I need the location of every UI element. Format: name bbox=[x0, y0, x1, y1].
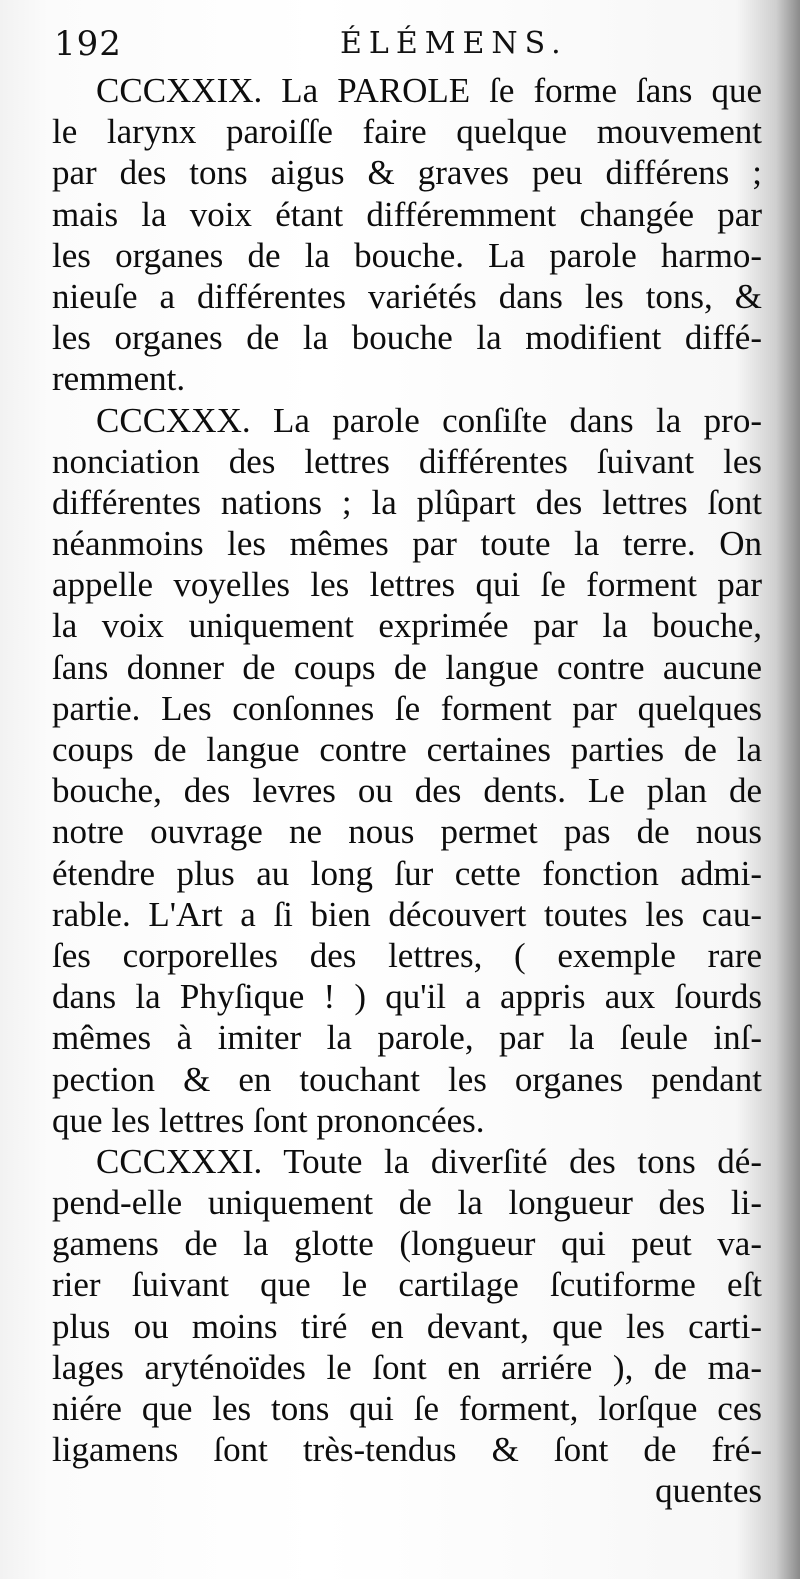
text-line: néanmoins les mêmes par toute la terre. On bbox=[52, 524, 762, 564]
text-line: bouche, des levres ou des dents. Le plan de bbox=[52, 771, 762, 811]
text-line: mais la voix étant différemment changée par bbox=[52, 194, 762, 234]
text-line: appelle voyelles les lettres qui ſe forment par bbox=[52, 565, 762, 605]
text-line: la voix uniquement exprimée par la bouche, bbox=[52, 606, 762, 646]
text-line: le larynx paroiſſe faire quelque mouvement bbox=[52, 112, 762, 152]
text-line: CCCXXX. La parole conſiſte dans la pro- bbox=[96, 400, 762, 440]
text-line: ſes corporelles des lettres, ( exemple rare bbox=[52, 935, 762, 975]
text-line: partie. Les conſonnes ſe forment par quelques bbox=[52, 688, 762, 728]
text-line: rier ſuivant que le cartilage ſcutiforme eſt bbox=[52, 1265, 762, 1305]
text-line: notre ouvrage ne nous permet pas de nous bbox=[52, 812, 762, 852]
text-line: étendre plus au long ſur cette fonction admi- bbox=[52, 853, 762, 893]
text-line: plus ou moins tiré en devant, que les carti- bbox=[52, 1306, 762, 1346]
text-line: remment. bbox=[52, 359, 186, 399]
text-line: par des tons aigus & graves peu différens ; bbox=[52, 153, 762, 193]
text-line: ligamens ſont très-tendus & ſont de fré- bbox=[52, 1430, 762, 1470]
text-line: que les lettres ſont prononcées. bbox=[52, 1100, 485, 1140]
text-line: CCCXXXI. Toute la diverſité des tons dé- bbox=[96, 1141, 762, 1181]
body-text bbox=[52, 70, 762, 1512]
text-line: ſans donner de coups de langue contre aucune bbox=[52, 647, 762, 687]
running-head: ÉLÉMENS. bbox=[340, 26, 568, 61]
text-line: mêmes à imiter la parole, par la ſeule inſ- bbox=[52, 1018, 762, 1058]
text-line: les organes de la bouche. La parole harmo- bbox=[52, 235, 762, 275]
text-line: nonciation des lettres différentes ſuivant les bbox=[52, 441, 762, 481]
text-line: dans la Phyſique ! ) qu'il a appris aux ſourds bbox=[52, 977, 762, 1017]
text-line: rable. L'Art a ſi bien découvert toutes les cau- bbox=[52, 894, 762, 934]
catchword: quentes bbox=[655, 1471, 762, 1511]
text-line: CCCXXIX. La PAROLE ſe forme ſans que bbox=[96, 71, 762, 110]
text-line: pection & en touchant les organes pendant bbox=[52, 1059, 762, 1099]
text-line: pend-elle uniquement de la longueur des li- bbox=[52, 1183, 762, 1223]
text-line: coups de langue contre certaines parties de la bbox=[52, 730, 762, 769]
text-line: nieuſe a différentes variétés dans les tons, & bbox=[52, 276, 762, 316]
page-number: 192 bbox=[54, 24, 122, 64]
text-line: lages aryténoïdes le ſont en arriére ), de ma- bbox=[52, 1347, 762, 1387]
text-line: gamens de la glotte (longueur qui peut va- bbox=[52, 1224, 762, 1264]
page-header bbox=[54, 22, 754, 72]
text-line: niére que les tons qui ſe forment, lorſque ces bbox=[52, 1389, 762, 1428]
text-line: différentes nations ; la plûpart des lettres ſont bbox=[52, 482, 762, 522]
text-line: les organes de la bouche la modifient diffé- bbox=[52, 318, 762, 358]
